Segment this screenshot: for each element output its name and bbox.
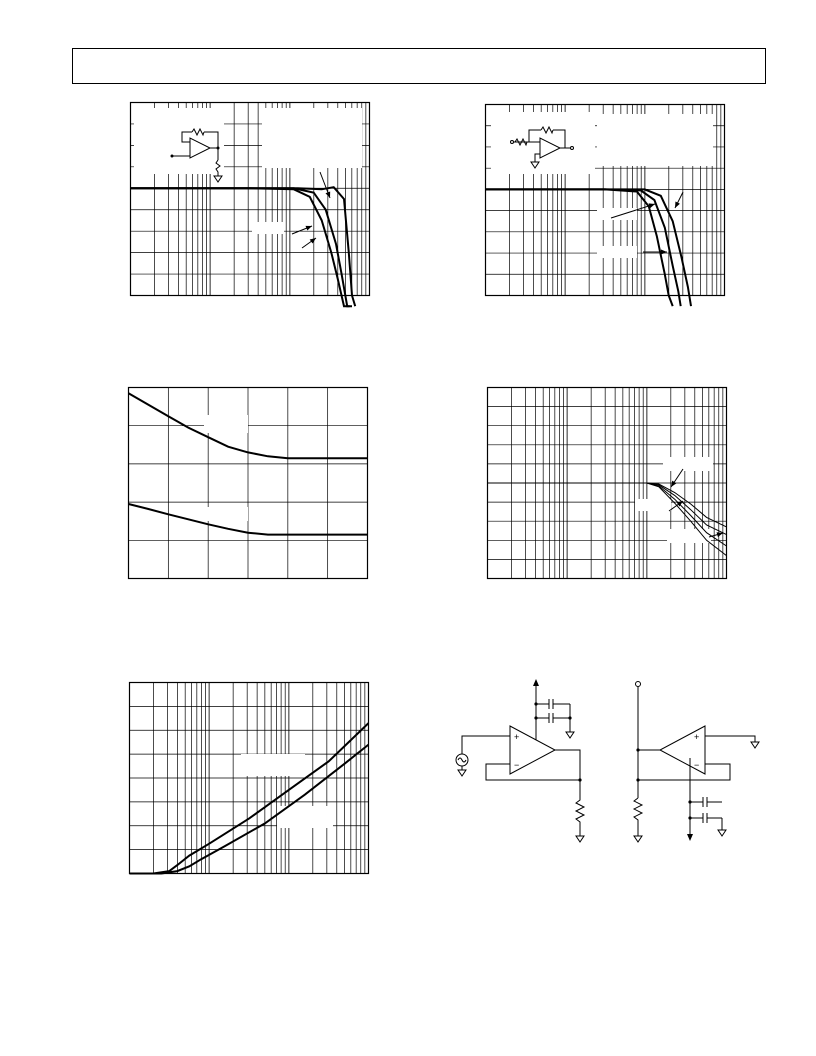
arrowhead-icon [310, 238, 316, 244]
capacitor-4 [690, 813, 722, 823]
label-area [663, 457, 713, 471]
label-area [635, 499, 671, 511]
circuit-right [634, 682, 759, 843]
chart-0-svg [130, 102, 370, 296]
label-area [491, 112, 595, 174]
ground-icon-5 [634, 836, 642, 842]
chart-rising-lines [129, 682, 369, 874]
label-area [134, 108, 224, 174]
label-area [597, 114, 713, 166]
label-area [204, 507, 248, 521]
minus-sign-left: − [514, 760, 520, 770]
label-area [597, 208, 637, 220]
label-area [597, 246, 637, 258]
terminal-icon [636, 682, 641, 687]
arrowhead-icon [717, 532, 723, 537]
capacitor-1 [536, 699, 570, 709]
series-line-1 [131, 188, 353, 306]
chart-2-svg [128, 387, 368, 579]
ground-icon-3 [576, 836, 584, 842]
chart-3-svg [487, 387, 727, 579]
label-area [262, 108, 362, 168]
series-line-3 [488, 483, 727, 556]
chart-frequency-response-loads [487, 387, 727, 579]
ground-icon-4 [751, 742, 759, 748]
chart-frequency-response-noninverting [485, 104, 725, 296]
chart-frequency-response-inverting [130, 102, 370, 296]
minus-sign-right: − [694, 760, 700, 770]
capacitor-3 [690, 797, 722, 807]
label-area [204, 415, 248, 433]
arrow-up-icon [533, 679, 539, 686]
feedback-wire [486, 750, 580, 780]
chart-two-curves [128, 387, 368, 579]
label-area [252, 222, 284, 234]
feedback-wire-right [638, 764, 730, 780]
circuit-left [456, 679, 584, 842]
circuits-svg [450, 670, 770, 860]
chart-1-svg [485, 104, 725, 296]
label-area [667, 529, 711, 543]
grid [130, 683, 369, 874]
series-line-0 [131, 188, 350, 306]
series-line-0 [488, 483, 727, 527]
page-header-box [72, 48, 766, 84]
ground-icon-1 [566, 732, 574, 738]
arrowhead-icon [661, 250, 667, 255]
input-wire [462, 736, 510, 754]
resistor-right [634, 798, 642, 836]
ground-icon-2 [458, 766, 466, 776]
series-line-0 [130, 723, 369, 873]
plus-sign-left: + [514, 732, 520, 742]
series-line-1 [488, 483, 727, 535]
plus-input-wire [705, 736, 755, 742]
circuit-schematics [450, 670, 770, 860]
load-resistor [576, 780, 584, 836]
inset-ground-icon [214, 176, 222, 182]
arrowhead-icon [671, 481, 676, 487]
arrow-down-icon [687, 834, 693, 841]
arrowhead-icon [306, 226, 312, 231]
ground-icon-6 [718, 830, 726, 836]
label-area [241, 754, 305, 776]
chart-4-svg [129, 682, 369, 874]
capacitor-2 [536, 713, 570, 723]
plus-sign-right: + [694, 732, 700, 742]
